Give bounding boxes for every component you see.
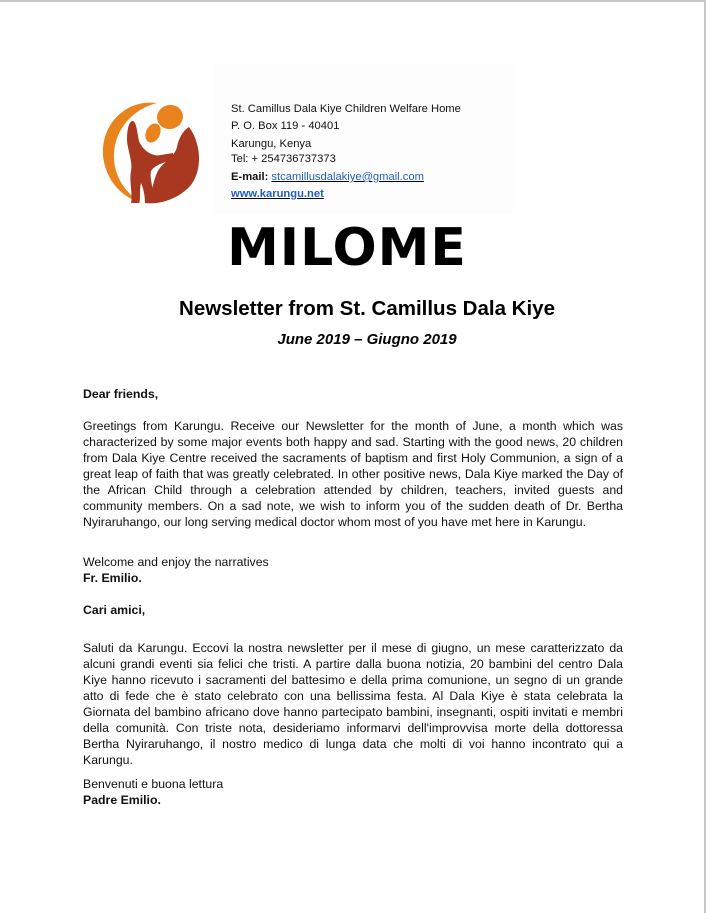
english-letter — [83, 418, 623, 530]
website-link[interactable]: www.karungu.net — [231, 188, 324, 200]
dala-kiye-logo-icon — [97, 99, 203, 205]
english-closing-block — [83, 554, 623, 586]
organization-name: St. Camillus Dala Kiye Children Welfare Home — [231, 103, 461, 115]
english-closing: Welcome and enjoy the narratives — [83, 555, 269, 569]
email-line — [231, 169, 461, 186]
italian-signature: Padre Emilio. — [83, 793, 161, 807]
italian-closing-block — [83, 776, 623, 808]
po-box: P. O. Box 119 - 40401 — [231, 120, 340, 132]
english-salutation: Dear friends, — [83, 387, 159, 401]
english-paragraph: Greetings from Karungu. Receive our Newsletter for the month of June, a month which was characterized by some major events both happy and sad. Starting with the good news, 20 children from Dala Kiye Centre received the sacraments of baptism and first Holy Communion, a sign of a great leap of faith that was greatly celebrated. In other positive news, Dala Kiye marked the Day of the African Child through a celebration attended by children, teachers, invited guests and community members. On a sad note, we wish to inform you of the sudden death of Dr. Bertha Nyiraruhango, our long serving medical doctor whom most of you have met here in Karungu. — [83, 419, 623, 529]
italian-letter — [83, 640, 623, 768]
english-signature: Fr. Emilio. — [83, 571, 142, 585]
email-link[interactable]: stcamillusdalakiye@gmail.com — [271, 171, 424, 183]
newsletter-subtitle: Newsletter from St. Camillus Dala Kiye — [179, 297, 555, 320]
email-label: E-mail: — [231, 171, 272, 183]
italian-paragraph: Saluti da Karungu. Eccovi la nostra newsletter per il mese di giugno, un mese caratterizzato da alcuni grandi eventi sia felici che tristi. A partire dalla buona notizia, 20 bambini del centro Dala Kiye hanno ricevuto i sacramenti del battesimo e della prima comunione, un segno di un grande atto di fede che è stato celebrato con una bellissima festa. Al Dala Kiye è stata celebrata la Giornata del bambino africano dove hanno partecipato bambini, insegnanti, ospiti invitati e membri della comunità. Con triste nota, desideriamo informarvi dell'improvvisa morte della dottoressa Bertha Nyiraruhango, il nostro medico di lunga data che molti di voi hanno incontrato qui a Karungu. — [83, 641, 623, 767]
italian-closing: Benvenuti e buona lettura — [83, 777, 224, 791]
address-block — [231, 101, 461, 203]
newsletter-date: June 2019 – Giugno 2019 — [277, 331, 457, 348]
telephone: Tel: + 254736737373 — [231, 153, 336, 165]
newsletter-title: MILOME — [227, 218, 467, 278]
website-line — [231, 186, 461, 203]
italian-salutation: Cari amici, — [83, 603, 146, 617]
location: Karungu, Kenya — [231, 138, 312, 150]
